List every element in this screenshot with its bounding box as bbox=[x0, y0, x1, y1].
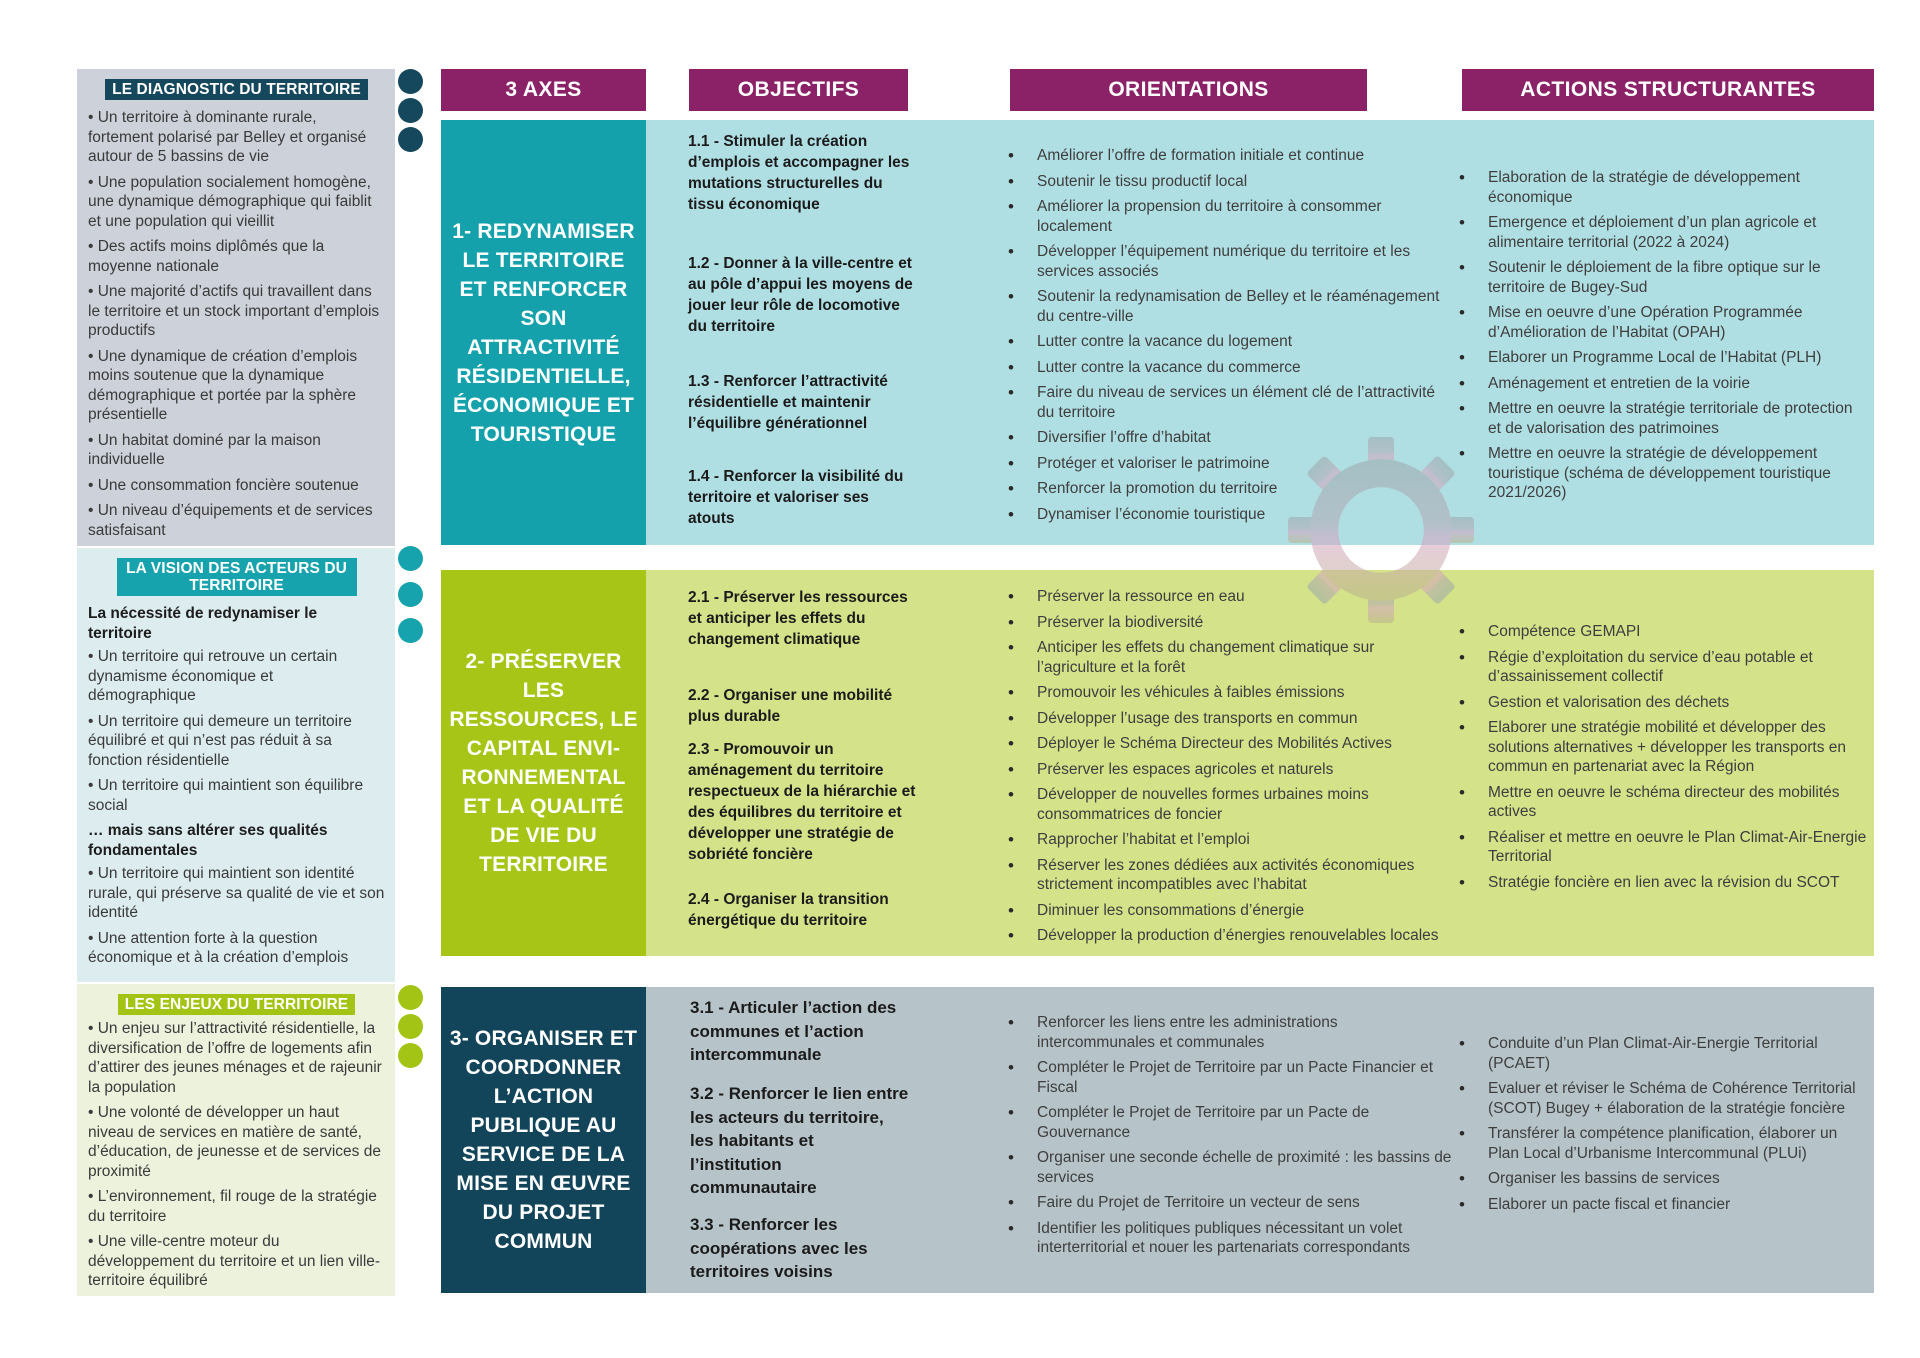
list-item: • Préserver les espaces agricoles et naturels bbox=[1008, 760, 1452, 780]
enjeux-list bbox=[88, 1019, 385, 1291]
vision-subheading: … mais sans altérer ses qualités fondamentales bbox=[88, 822, 328, 859]
list-item: • Développer l’équipement numérique du territoire et les services associés bbox=[1008, 242, 1452, 281]
list-item: • Diminuer les consommations d’énergie bbox=[1008, 901, 1452, 921]
list-item: • Faire du Projet de Territoire un vecteur de sens bbox=[1008, 1193, 1452, 1213]
orientations-2-list bbox=[1008, 587, 1452, 952]
list-item: • Une volonté de développer un haut niveau de services en matière de santé, d’éducation, de jeunesse et de services de proximité bbox=[88, 1104, 381, 1180]
list-item: • Réaliser et mettre en oeuvre le Plan Climat-Air-Energie Territorial bbox=[1459, 828, 1867, 867]
list-item: • Un habitat dominé par la maison individuelle bbox=[88, 431, 321, 468]
axis-3-title: 3- ORGANISER ET COORDONNER L’ACTION PUBLIQUE AU SERVICE DE LA MISE EN ŒUVRE DU PROJET COMMUN bbox=[441, 987, 646, 1293]
orientations-1-list bbox=[1008, 146, 1452, 530]
axis-1-title: 1- REDYNAMISER LE TERRITOIRE ET RENFORCER SON ATTRACTIVITÉ RÉSIDENTIELLE, ÉCONOMIQUE ET TOURISTIQUE bbox=[441, 120, 646, 545]
list-item: • Soutenir le déploiement de la fibre optique sur le territoire de Bugey-Sud bbox=[1459, 258, 1867, 297]
list-item: • Mettre en oeuvre la stratégie de développement touristique (schéma de développement touristique 2021/2026) bbox=[1459, 444, 1867, 503]
list-item: • Renforcer la promotion du territoire bbox=[1008, 479, 1452, 499]
list-item: • Soutenir le tissu productif local bbox=[1008, 172, 1452, 192]
objective-1-1: 1.1 - Stimuler la création d’emplois et accompagner les mutations structurelles du tissu économique bbox=[688, 133, 910, 213]
list-item: • Mise en oeuvre d’une Opération Programmée d’Amélioration de l’Habitat (OPAH) bbox=[1459, 303, 1867, 342]
teal-dot-icon bbox=[398, 582, 423, 607]
enjeux-title: LES ENJEUX DU TERRITOIRE bbox=[118, 994, 355, 1015]
list-item: • Diversifier l’offre d’habitat bbox=[1008, 428, 1452, 448]
list-item: • Développer de nouvelles formes urbaines moins consommatrices de foncier bbox=[1008, 785, 1452, 824]
green-dot-icon bbox=[398, 1014, 423, 1039]
navy-dot-icon bbox=[398, 69, 423, 94]
list-item: • Préserver la ressource en eau bbox=[1008, 587, 1452, 607]
objective-2-4: 2.4 - Organiser la transition énergétique du territoire bbox=[688, 891, 889, 929]
list-item: • Soutenir la redynamisation de Belley et le réaménagement du centre-ville bbox=[1008, 287, 1452, 326]
list-item: • Améliorer la propension du territoire à consommer localement bbox=[1008, 197, 1452, 236]
list-item: • Développer l’usage des transports en commun bbox=[1008, 709, 1452, 729]
list-item: • Evaluer et réviser le Schéma de Cohérence Territorial (SCOT) Bugey + élaboration de la stratégie foncière bbox=[1459, 1079, 1867, 1118]
list-item: • Compétence GEMAPI bbox=[1459, 622, 1867, 642]
header-axes: 3 AXES bbox=[441, 69, 646, 111]
list-item: • Une majorité d’actifs qui travaillent dans le territoire et un stock important d’emplois productifs bbox=[88, 283, 380, 339]
list-item: • Dynamiser l’économie touristique bbox=[1008, 505, 1452, 525]
vision-list bbox=[88, 604, 385, 968]
list-item: • Anticiper les effets du changement climatique sur l’agriculture et la forêt bbox=[1008, 638, 1452, 677]
list-item: • Emergence et déploiement d’un plan agricole et alimentaire territorial (2022 à 2024) bbox=[1459, 213, 1867, 252]
list-item: • Faire du niveau de services un élément clé de l’attractivité du territoire bbox=[1008, 383, 1452, 422]
list-item: • Mettre en oeuvre le schéma directeur des mobilités actives bbox=[1459, 783, 1867, 822]
list-item: • Mettre en oeuvre la stratégie territoriale de protection et de valorisation des patrimoines bbox=[1459, 399, 1867, 438]
objective-1-3: 1.3 - Renforcer l’attractivité résidentielle et maintenir l’équilibre générationnel bbox=[688, 373, 888, 432]
list-item: • Promouvoir les véhicules à faibles émissions bbox=[1008, 683, 1452, 703]
list-item: • Elaborer une stratégie mobilité et développer des solutions alternatives + développer les transports en commun en partenariat avec la Région bbox=[1459, 718, 1867, 777]
list-item: • Compléter le Projet de Territoire par un Pacte Financier et Fiscal bbox=[1008, 1058, 1452, 1097]
actions-2-list bbox=[1459, 622, 1867, 898]
objective-3-1: 3.1 - Articuler l’action des communes et l’action intercommunale bbox=[690, 998, 897, 1064]
actions-3-list bbox=[1459, 1034, 1867, 1220]
list-item: • Une consommation foncière soutenue bbox=[88, 476, 359, 494]
navy-dot-icon bbox=[398, 127, 423, 152]
navy-dot-icon bbox=[398, 98, 423, 123]
enjeux-panel bbox=[77, 984, 395, 1296]
list-item: • Une attention forte à la question économique et à la création d’emplois bbox=[88, 929, 349, 966]
list-item: • Lutter contre la vacance du logement bbox=[1008, 332, 1452, 352]
list-item: • Elaboration de la stratégie de développement économique bbox=[1459, 168, 1867, 207]
teal-dot-icon bbox=[398, 618, 423, 643]
list-item: • Un territoire à dominante rurale, fortement polarisé par Belley et organisé autour de 5 bassins de vie bbox=[88, 109, 367, 165]
list-item: • Déployer le Schéma Directeur des Mobilités Actives bbox=[1008, 734, 1452, 754]
list-item: • Renforcer les liens entre les administrations intercommunales et communales bbox=[1008, 1013, 1452, 1052]
list-item: • Gestion et valorisation des déchets bbox=[1459, 693, 1867, 713]
list-item: • Lutter contre la vacance du commerce bbox=[1008, 358, 1452, 378]
diagnostic-title: LE DIAGNOSTIC DU TERRITOIRE bbox=[105, 79, 368, 100]
list-item: • Un territoire qui retrouve un certain dynamisme économique et démographique bbox=[88, 648, 338, 704]
list-item: • L’environnement, fil rouge de la stratégie du territoire bbox=[88, 1188, 377, 1225]
list-item: • Un niveau d’équipements et de services satisfaisant bbox=[88, 502, 373, 539]
list-item: • Un territoire qui maintient son équilibre social bbox=[88, 777, 364, 814]
header-objectives: OBJECTIFS bbox=[689, 69, 908, 111]
diagnostic-list bbox=[88, 108, 385, 540]
list-item: • Organiser une seconde échelle de proximité : les bassins de services bbox=[1008, 1148, 1452, 1187]
actions-1-list bbox=[1459, 168, 1867, 509]
axis-2-title: 2- PRÉSERVER LES RESSOURCES, LE CAPITAL ENVI-RONNEMENTAL ET LA QUALITÉ DE VIE DU TERRITOIRE bbox=[441, 570, 646, 956]
objective-3-3: 3.3 - Renforcer les coopérations avec les territoires voisins bbox=[690, 1215, 868, 1281]
list-item: • Rapprocher l’habitat et l’emploi bbox=[1008, 830, 1452, 850]
list-item: • Stratégie foncière en lien avec la révision du SCOT bbox=[1459, 873, 1867, 893]
header-actions: ACTIONS STRUCTURANTES bbox=[1462, 69, 1874, 111]
list-item: • Une ville-centre moteur du développement du territoire et un lien ville-territoire équilibré bbox=[88, 1233, 381, 1289]
objective-2-3: 2.3 - Promouvoir un aménagement du territoire respectueux de la hiérarchie et des équilibres du territoire et développer une stratégie de sobriété foncière bbox=[688, 741, 916, 863]
diagnostic-panel bbox=[77, 69, 395, 546]
list-item: • Identifier les politiques publiques nécessitant un volet interterritorial et nouer les partenariats correspondants bbox=[1008, 1219, 1452, 1258]
list-item: • Réserver les zones dédiées aux activités économiques strictement incompatibles avec l’habitat bbox=[1008, 856, 1452, 895]
list-item: • Un territoire qui demeure un territoire équilibré et qui n’est pas réduit à sa fonction résidentielle bbox=[88, 712, 352, 769]
list-item: • Compléter le Projet de Territoire par un Pacte de Gouvernance bbox=[1008, 1103, 1452, 1142]
vision-panel bbox=[77, 548, 395, 982]
objective-3-2: 3.2 - Renforcer le lien entre les acteurs du territoire, les habitants et l’institution communautaire bbox=[690, 1084, 909, 1197]
teal-dot-icon bbox=[398, 546, 423, 571]
list-item: • Conduite d’un Plan Climat-Air-Energie Territorial (PCAET) bbox=[1459, 1034, 1867, 1073]
list-item: • Une population socialement homogène, une dynamique démographique qui faiblit et une population qui vieillit bbox=[88, 173, 372, 230]
list-item: • Aménagement et entretien de la voirie bbox=[1459, 374, 1867, 394]
list-item: • Elaborer un pacte fiscal et financier bbox=[1459, 1195, 1867, 1215]
header-orientations: ORIENTATIONS bbox=[1010, 69, 1367, 111]
objective-1-2: 1.2 - Donner à la ville-centre et au pôle d’appui les moyens de jouer leur rôle de locomotive du territoire bbox=[688, 255, 913, 335]
objective-2-1: 2.1 - Préserver les ressources et anticiper les effets du changement climatique bbox=[688, 589, 908, 648]
green-dot-icon bbox=[398, 985, 423, 1010]
orientations-3-list bbox=[1008, 1013, 1452, 1264]
list-item: • Une dynamique de création d’emplois moins soutenue que la dynamique démographique et portée par la sphère présentielle bbox=[88, 347, 358, 423]
list-item: • Elaborer un Programme Local de l’Habitat (PLH) bbox=[1459, 348, 1867, 368]
vision-subheading: La nécessité de redynamiser le territoire bbox=[88, 605, 318, 642]
list-item: • Préserver la biodiversité bbox=[1008, 613, 1452, 633]
vision-title: LA VISION DES ACTEURS DU TERRITOIRE bbox=[117, 558, 357, 596]
list-item: • Régie d’exploitation du service d’eau potable et d’assainissement collectif bbox=[1459, 648, 1867, 687]
list-item: • Protéger et valoriser le patrimoine bbox=[1008, 454, 1452, 474]
list-item: • Un enjeu sur l’attractivité résidentielle, la diversification de l’offre de logements afin d’attirer des jeunes ménages et de rajeunir la population bbox=[88, 1020, 382, 1096]
list-item: • Développer la production d’énergies renouvelables locales bbox=[1008, 926, 1452, 946]
list-item: • Améliorer l’offre de formation initiale et continue bbox=[1008, 146, 1452, 166]
green-dot-icon bbox=[398, 1043, 423, 1068]
list-item: • Des actifs moins diplômés que la moyenne nationale bbox=[88, 238, 325, 275]
list-item: • Transférer la compétence planification, élaborer un Plan Local d’Urbanisme Intercommunal (PLUi) bbox=[1459, 1124, 1867, 1163]
list-item: • Un territoire qui maintient son identité rurale, qui préserve sa qualité de vie et son identité bbox=[88, 865, 385, 921]
objective-2-2: 2.2 - Organiser une mobilité plus durable bbox=[688, 687, 893, 725]
list-item: • Organiser les bassins de services bbox=[1459, 1169, 1867, 1189]
objective-1-4: 1.4 - Renforcer la visibilité du territoire et valoriser ses atouts bbox=[688, 468, 904, 527]
